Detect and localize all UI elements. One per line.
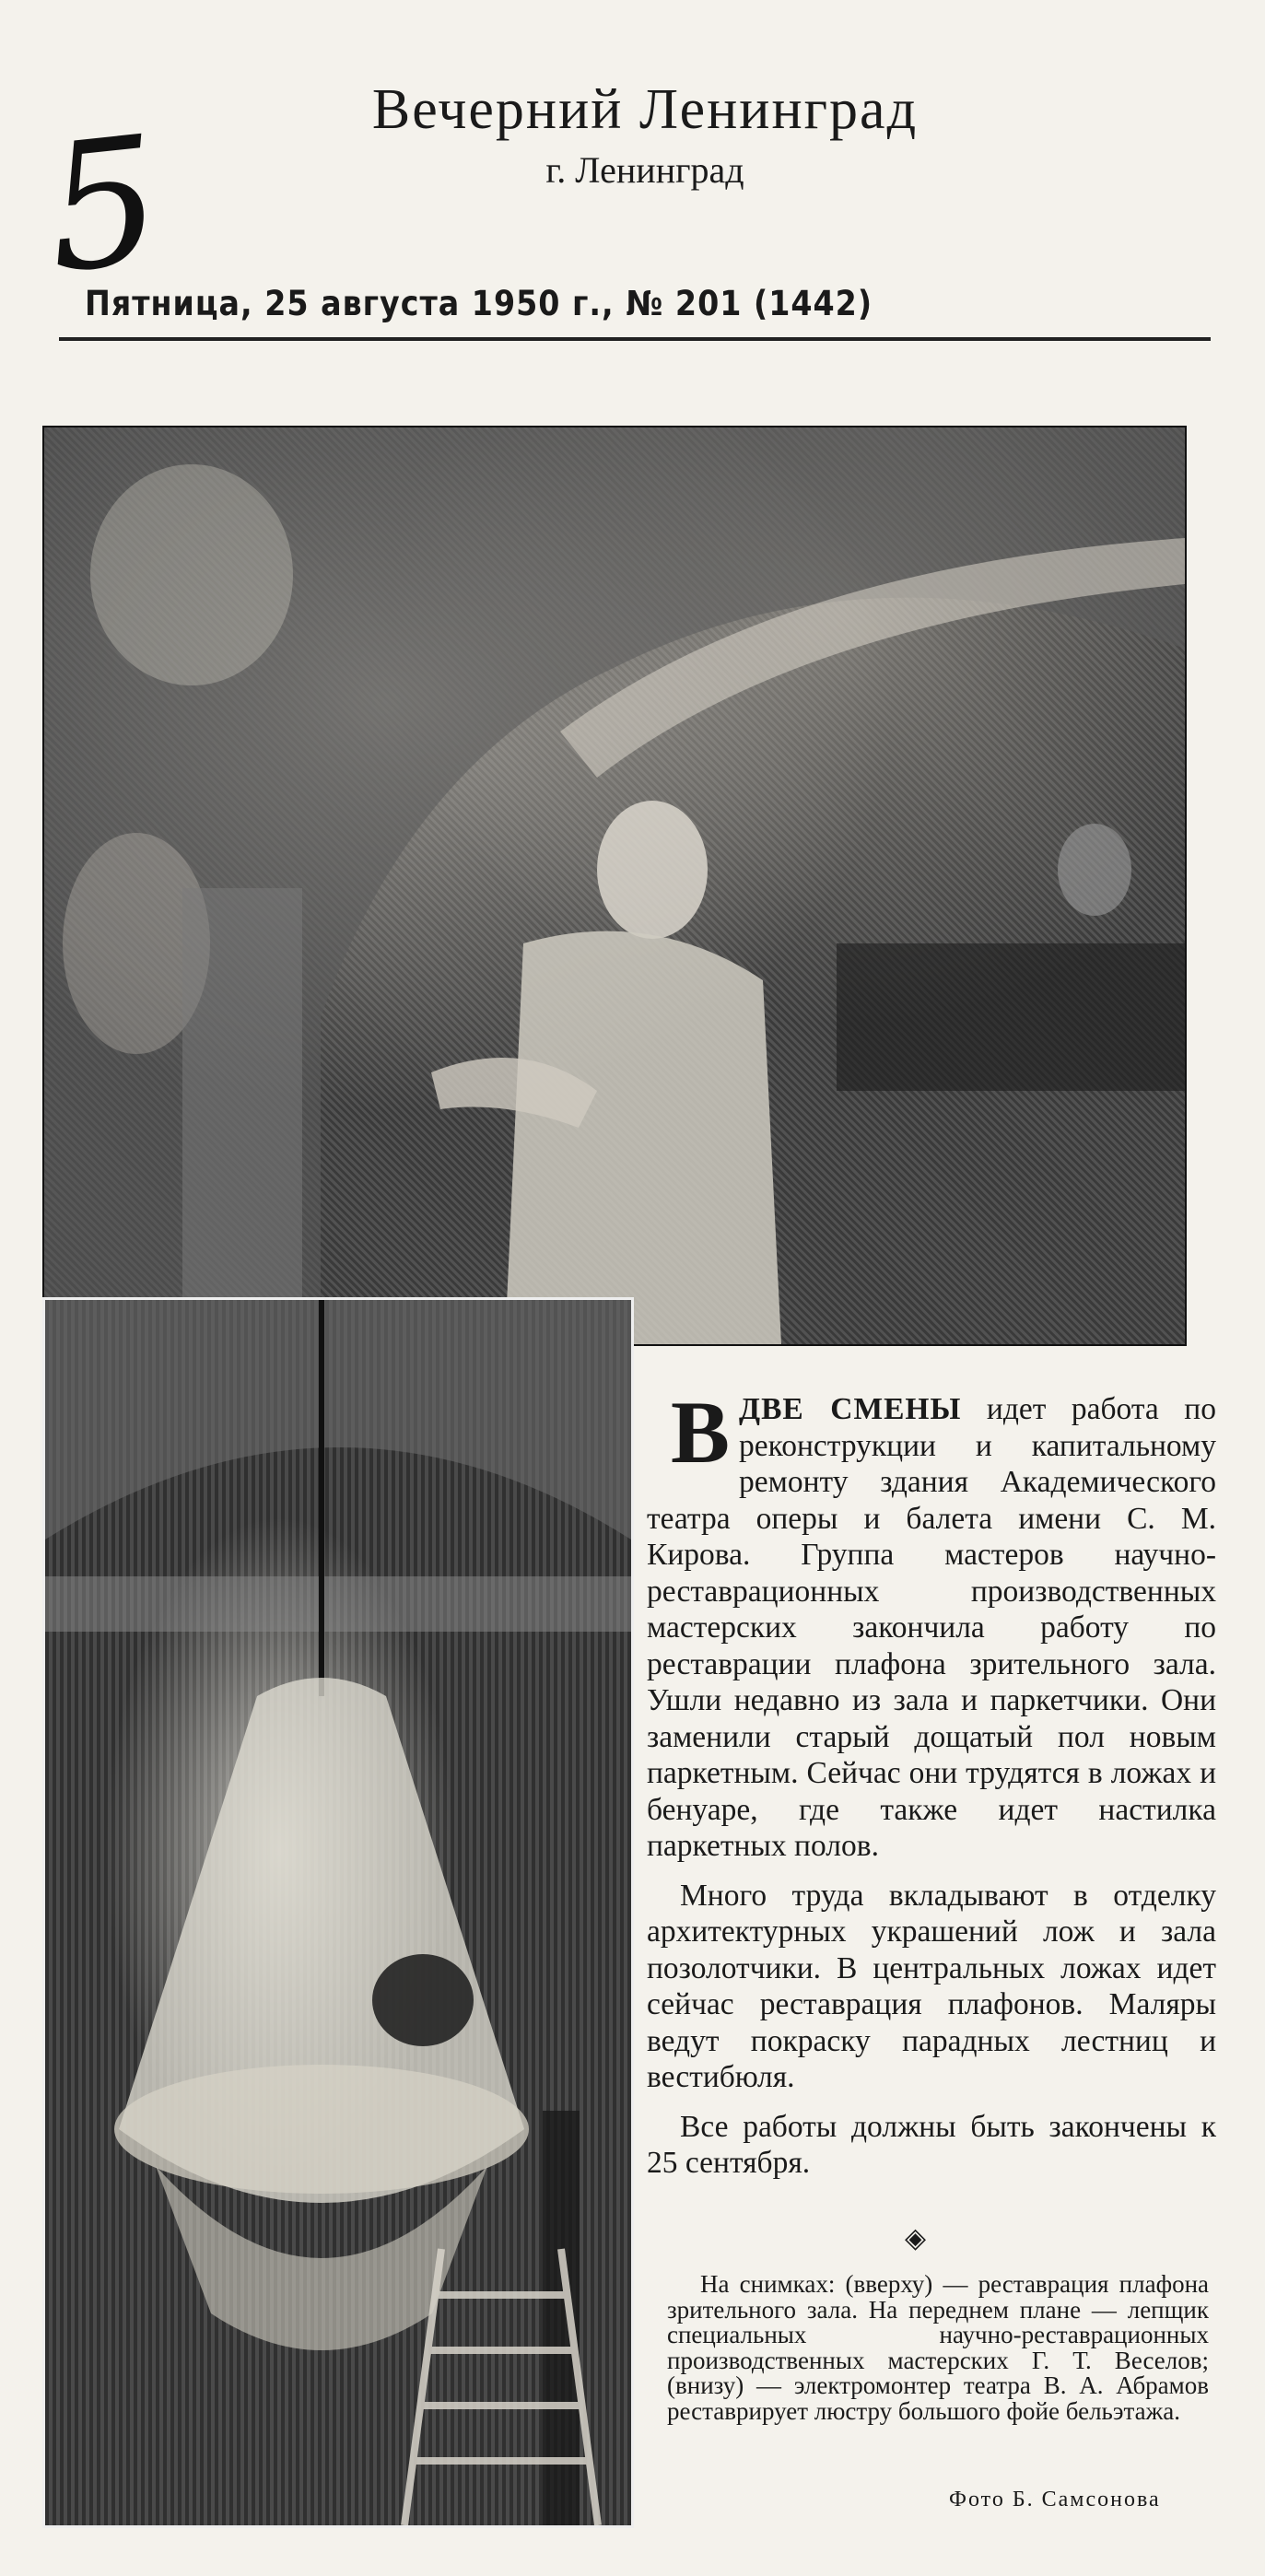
newspaper-title: Вечерний Ленинград xyxy=(371,78,919,141)
photo-credit: Фото Б. Самсонова xyxy=(949,2488,1161,2512)
article-dropcap: В xyxy=(671,1383,731,1481)
dateline: Пятница, 25 августа 1950 г., № 201 (1442) xyxy=(85,284,873,323)
photo-ceiling-restoration xyxy=(42,426,1187,1346)
divider-ornament-icon: ◈ xyxy=(905,2222,927,2254)
photo-chandelier-restoration xyxy=(42,1297,634,2528)
article-lead-text: идет работа по реконструкции и капитальному ремонту здания Академического театра оперы и балета имени С. М. Кирова. Группа мастеров научно-реставрационных производственных мастерских закончила работу по реставрации плафона зрительного зала. Ушли недавно из зала и паркетчики. Они заменили старый дощатый пол новым паркетным. Сейчас они трудятся в ложах и бенуаре, где также идет настилка паркетных полов. xyxy=(647,1392,1216,1864)
newspaper-city: г. Ленинград xyxy=(545,149,744,191)
article-lead-caps: ДВЕ СМЕНЫ xyxy=(739,1392,962,1426)
photo-caption xyxy=(667,2272,1209,2424)
article-paragraph-2: Много труда вкладывают в отделку архитектурных украшений лож и зала позолотчики. В центральных ложах идет сейчас реставрация плафонов. Маляры ведут покраску парадных лестниц и вестибюля. xyxy=(647,1878,1216,2095)
photo-top-illustration xyxy=(44,427,1185,1344)
header-rule xyxy=(59,337,1211,341)
article-body xyxy=(647,1383,1216,2195)
article-paragraph-3: Все работы должны быть закончены к 25 сентября. xyxy=(647,2109,1216,2181)
masthead xyxy=(230,77,1060,192)
photo-bottom-illustration xyxy=(45,1300,631,2525)
handwritten-page-number: 5 xyxy=(37,98,170,312)
article-lead-paragraph xyxy=(647,1383,1216,1865)
photo-caption-text: На снимках: (вверху) — реставрация плафона зрительного зала. На переднем плане — лепщик специальных научно-реставрационных производственных мастерских Г. Т. Веселов; (внизу) — электромонтер театра В. А. Абрамов реставрирует люстру большого фойе бельэтажа. xyxy=(667,2270,1209,2425)
